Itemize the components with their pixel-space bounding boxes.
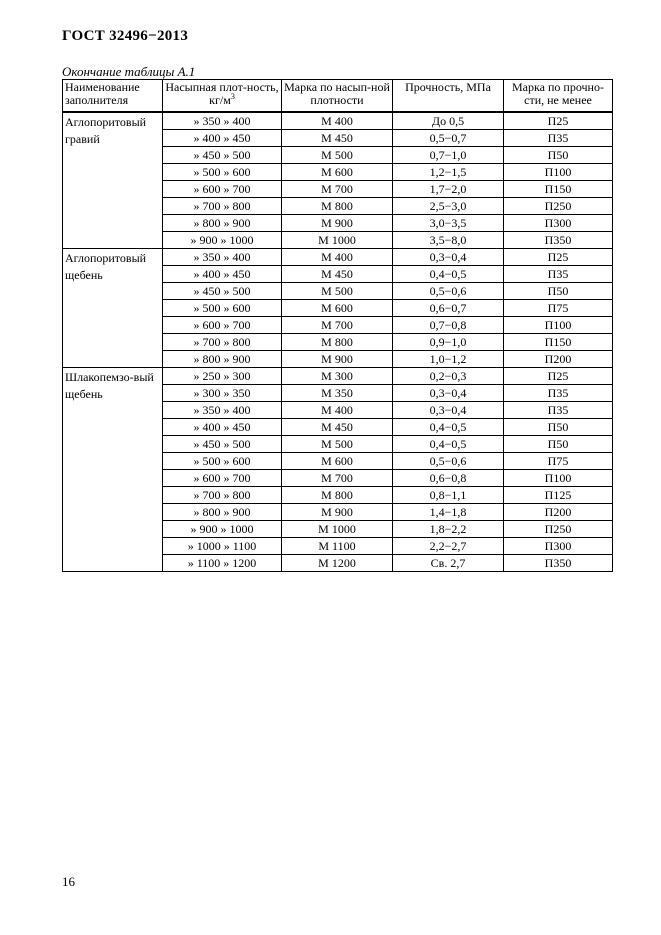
strength-cell: 0,2−0,3 [393,368,504,385]
strength-cell: 0,6−0,7 [393,300,504,317]
col-header-mark-density: Марка по насып-ной плотности [282,80,393,113]
mark-strength-cell: П50 [504,419,613,436]
strength-cell: 1,4−1,8 [393,504,504,521]
strength-cell: 0,3−0,4 [393,402,504,419]
mark-strength-cell: П100 [504,164,613,181]
strength-cell: 2,5−3,0 [393,198,504,215]
density-cell: » 900 » 1000 [163,521,282,538]
density-cell: » 350 » 400 [163,112,282,130]
mark-density-cell: М 700 [282,470,393,487]
mark-strength-cell: П250 [504,521,613,538]
mark-density-cell: М 800 [282,334,393,351]
strength-cell: 0,7−1,0 [393,147,504,164]
mark-density-cell: М 450 [282,266,393,283]
table-caption: Окончание таблицы А.1 [62,64,196,79]
mark-density-cell: М 450 [282,130,393,147]
density-cell: » 600 » 700 [163,470,282,487]
strength-cell: 0,5−0,6 [393,453,504,470]
strength-cell: 0,5−0,7 [393,130,504,147]
mark-density-cell: М 500 [282,283,393,300]
group-name-cell: Шлакопемзо-вый щебень [63,368,163,572]
mark-strength-cell: П150 [504,181,613,198]
mark-density-cell: М 900 [282,215,393,232]
mark-strength-cell: П75 [504,300,613,317]
table-header-row [63,80,613,113]
strength-cell: 0,3−0,4 [393,385,504,402]
density-cell: » 450 » 500 [163,147,282,164]
mark-density-cell: М 500 [282,436,393,453]
strength-cell: 1,2−1,5 [393,164,504,181]
strength-cell: Св. 2,7 [393,555,504,572]
page-number: 16 [62,874,75,889]
mark-density-cell: М 900 [282,351,393,368]
mark-strength-cell: П50 [504,436,613,453]
strength-cell: 0,7−0,8 [393,317,504,334]
mark-strength-cell: П50 [504,283,613,300]
table-row [63,249,613,266]
mark-density-cell: М 400 [282,402,393,419]
strength-cell: 1,0−1,2 [393,351,504,368]
density-cell: » 250 » 300 [163,368,282,385]
strength-cell: До 0,5 [393,112,504,130]
table-row [63,112,613,130]
mark-strength-cell: П100 [504,317,613,334]
group-name-cell: Аглопоритовый щебень [63,249,163,368]
table-row [63,368,613,385]
density-cell: » 700 » 800 [163,334,282,351]
strength-cell: 3,5−8,0 [393,232,504,249]
density-cell: » 500 » 600 [163,164,282,181]
density-cell: » 400 » 450 [163,266,282,283]
group-name-cell: Аглопоритовый гравий [63,112,163,249]
density-cell: » 1000 » 1100 [163,538,282,555]
strength-cell: 2,2−2,7 [393,538,504,555]
strength-cell: 0,9−1,0 [393,334,504,351]
mark-strength-cell: П35 [504,385,613,402]
mark-strength-cell: П100 [504,470,613,487]
mark-density-cell: М 600 [282,300,393,317]
mark-density-cell: М 800 [282,487,393,504]
mark-density-cell: М 600 [282,164,393,181]
density-cell: » 450 » 500 [163,283,282,300]
strength-cell: 1,7−2,0 [393,181,504,198]
mark-strength-cell: П25 [504,368,613,385]
mark-density-cell: М 1100 [282,538,393,555]
mark-strength-cell: П35 [504,266,613,283]
strength-cell: 0,6−0,8 [393,470,504,487]
col-header-mark-strength: Марка по прочно-сти, не менее [504,80,613,113]
mark-strength-cell: П350 [504,555,613,572]
density-cell: » 800 » 900 [163,215,282,232]
strength-cell: 1,8−2,2 [393,521,504,538]
mark-density-cell: М 1000 [282,232,393,249]
density-cell: » 700 » 800 [163,198,282,215]
mark-density-cell: М 700 [282,317,393,334]
strength-cell: 0,5−0,6 [393,283,504,300]
density-cell: » 600 » 700 [163,317,282,334]
mark-density-cell: М 600 [282,453,393,470]
strength-cell: 3,0−3,5 [393,215,504,232]
mark-strength-cell: П200 [504,351,613,368]
mark-density-cell: М 1200 [282,555,393,572]
mark-strength-cell: П25 [504,249,613,266]
mark-strength-cell: П35 [504,402,613,419]
density-cell: » 400 » 450 [163,130,282,147]
table-body [63,112,613,572]
mark-density-cell: М 350 [282,385,393,402]
strength-cell: 0,4−0,5 [393,419,504,436]
mark-density-cell: М 400 [282,112,393,130]
mark-strength-cell: П300 [504,538,613,555]
document-header: ГОСТ 32496−2013 [62,28,189,44]
density-cell: » 500 » 600 [163,453,282,470]
density-cell: » 600 » 700 [163,181,282,198]
col-header-name: Наименование заполнителя [63,80,163,113]
mark-density-cell: М 700 [282,181,393,198]
mark-strength-cell: П50 [504,147,613,164]
strength-cell: 0,4−0,5 [393,436,504,453]
strength-cell: 0,4−0,5 [393,266,504,283]
col-header-density-text: Насыпная плот-ность, кг/м [165,80,279,107]
density-cell: » 300 » 350 [163,385,282,402]
aggregate-table [62,79,613,572]
density-cell: » 800 » 900 [163,504,282,521]
mark-density-cell: М 400 [282,249,393,266]
mark-strength-cell: П350 [504,232,613,249]
mark-strength-cell: П25 [504,112,613,130]
strength-cell: 0,8−1,1 [393,487,504,504]
density-cell: » 450 » 500 [163,436,282,453]
mark-strength-cell: П75 [504,453,613,470]
mark-strength-cell: П250 [504,198,613,215]
mark-density-cell: М 900 [282,504,393,521]
density-cell: » 700 » 800 [163,487,282,504]
density-cell: » 1100 » 1200 [163,555,282,572]
density-cell: » 900 » 1000 [163,232,282,249]
col-header-density-sup: 3 [230,92,235,101]
mark-density-cell: М 500 [282,147,393,164]
density-cell: » 350 » 400 [163,402,282,419]
density-cell: » 350 » 400 [163,249,282,266]
mark-strength-cell: П300 [504,215,613,232]
density-cell: » 400 » 450 [163,419,282,436]
mark-density-cell: М 800 [282,198,393,215]
mark-strength-cell: П125 [504,487,613,504]
mark-strength-cell: П200 [504,504,613,521]
col-header-strength: Прочность, МПа [393,80,504,113]
mark-density-cell: М 450 [282,419,393,436]
density-cell: » 800 » 900 [163,351,282,368]
mark-strength-cell: П35 [504,130,613,147]
mark-density-cell: М 300 [282,368,393,385]
strength-cell: 0,3−0,4 [393,249,504,266]
density-cell: » 500 » 600 [163,300,282,317]
mark-density-cell: М 1000 [282,521,393,538]
mark-strength-cell: П150 [504,334,613,351]
col-header-density [163,80,282,113]
